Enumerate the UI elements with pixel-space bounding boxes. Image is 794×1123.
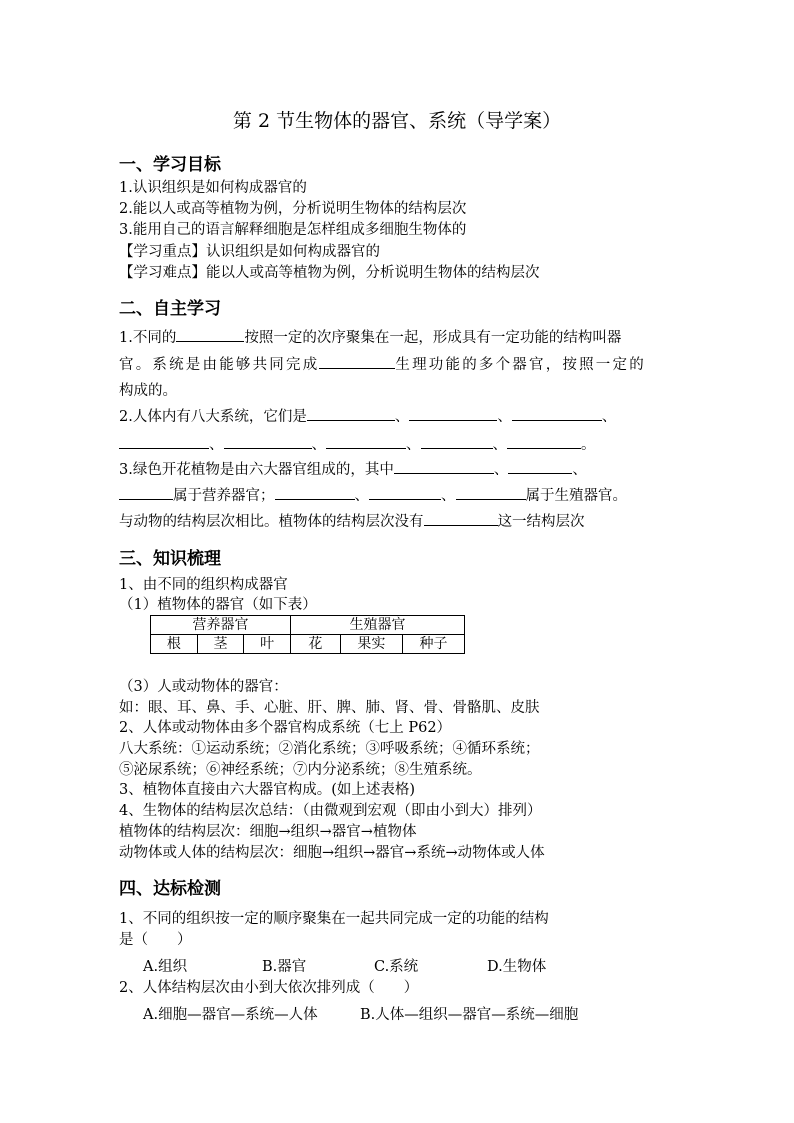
test-q1-option-d[interactable]: D.生物体 <box>487 959 547 975</box>
table-cell: 花 <box>291 635 341 654</box>
goal-line-2: 2.能以人或高等植物为例，分析说明生物体的结构层次 <box>119 201 467 217</box>
knowledge-line-1: 1、由不同的组织构成器官 <box>119 577 288 593</box>
table-cell: 叶 <box>244 635 291 654</box>
test-q1-option-c[interactable]: C.系统 <box>374 959 419 975</box>
knowledge-line-6: 八大系统：①运动系统；②消化系统；③呼吸系统；④循环系统； <box>119 741 540 757</box>
test-q1: 1、不同的组织按一定的顺序聚集在一起共同完成一定的功能的结构 <box>119 911 549 927</box>
knowledge-line-7: ⑤泌尿系统；⑥神经系统；⑦内分泌系统；⑧生殖系统。 <box>119 762 482 778</box>
answer-blank[interactable] <box>507 434 581 449</box>
table-cell: 茎 <box>197 635 244 654</box>
goal-line-1: 1.认识组织是如何构成器官的 <box>119 180 307 196</box>
answer-blank[interactable] <box>394 459 494 474</box>
plant-organ-table <box>150 615 465 654</box>
knowledge-line-9: 4、生物体的结构层次总结：（由微观到宏观（即由小到大）排列） <box>119 803 542 819</box>
self-study-q2-line2 <box>119 434 596 456</box>
knowledge-line-4: 如：眼、耳、鼻、手、心脏、肝、脾、肺、肾、骨、骨骼肌、皮肤 <box>119 700 540 716</box>
answer-blank[interactable] <box>508 459 572 474</box>
separator: 、 <box>406 437 421 453</box>
knowledge-line-5: 2、人体或动物体由多个器官构成系统（七上 P62） <box>119 720 452 736</box>
text: 与动物的结构层次相比。植物体的结构层次没有 <box>119 514 424 530</box>
knowledge-line-2: （1）植物体的器官（如下表） <box>119 597 317 613</box>
section-heading-test: 四、达标检测 <box>119 879 221 899</box>
table-cell: 果实 <box>340 635 402 654</box>
answer-blank[interactable] <box>307 406 395 421</box>
answer-blank[interactable] <box>224 434 312 449</box>
test-q1-bracket: 是（ ） <box>119 932 192 948</box>
self-study-q3-line1 <box>119 459 587 481</box>
separator: 、 <box>493 462 509 478</box>
self-study-q3-line2 <box>119 485 627 507</box>
answer-blank[interactable] <box>119 485 173 500</box>
text: 3.绿色开花植物是由六大器官组成的，其中 <box>119 462 394 478</box>
answer-blank[interactable] <box>176 327 244 342</box>
text: 属于营养器官； <box>173 488 275 504</box>
self-study-q1-line2 <box>119 354 646 376</box>
self-study-q1-line1 <box>119 327 621 349</box>
section-heading-goals: 一、学习目标 <box>119 155 221 175</box>
goal-line-3: 3.能用自己的语言解释细胞是怎样组成多细胞生物体的 <box>119 222 467 238</box>
table-header-vegetative: 营养器官 <box>151 616 291 635</box>
difficult-point: 【学习难点】能以人或高等植物为例，分析说明生物体的结构层次 <box>119 265 540 281</box>
text: 1.不同的 <box>119 330 177 346</box>
key-point: 【学习重点】认识组织是如何构成器官的 <box>119 244 380 260</box>
answer-blank[interactable] <box>319 354 395 369</box>
answer-blank[interactable] <box>369 485 441 500</box>
knowledge-line-8: 3、植物体直接由六大器官构成。(如上述表格) <box>119 782 416 798</box>
table-header-reproductive: 生殖器官 <box>291 616 465 635</box>
separator: 、 <box>497 409 512 425</box>
text: 官。系统是由能够共同完成 <box>119 357 320 373</box>
separator: 、 <box>572 462 587 478</box>
table-cell: 根 <box>151 635 198 654</box>
text: 这一结构层次 <box>497 514 585 530</box>
knowledge-line-3: （3）人或动物体的器官： <box>119 679 288 695</box>
test-q2: 2、人体结构层次由小到大依次排列成（ ） <box>119 980 419 996</box>
test-q1-option-b[interactable]: B.器官 <box>262 959 307 975</box>
separator: 、 <box>354 488 369 504</box>
answer-blank[interactable] <box>421 434 493 449</box>
text: 按照一定的次序聚集在一起，形成具有一定功能的结构叫器 <box>244 330 622 346</box>
knowledge-line-10: 植物体的结构层次：细胞→组织→器官→植物体 <box>119 824 417 840</box>
self-study-q4 <box>119 511 585 533</box>
separator: 、 <box>601 409 617 425</box>
separator: 、 <box>394 409 410 425</box>
table-cell: 种子 <box>402 635 464 654</box>
text: 2.人体内有八大系统，它们是 <box>119 409 307 425</box>
answer-blank[interactable] <box>409 406 497 421</box>
text: 生理功能的多个器官，按照一定的 <box>395 357 646 373</box>
answer-blank[interactable] <box>326 434 406 449</box>
self-study-q1-line3: 构成的。 <box>119 383 177 399</box>
self-study-q2-line1 <box>119 406 616 428</box>
page-title: 第 2 节生物体的器官、系统（导学案） <box>232 110 562 132</box>
test-q2-option-b[interactable]: B.人体—组织—器官—系统—细胞 <box>360 1007 579 1023</box>
test-q2-option-a[interactable]: A.细胞—器官—系统—人体 <box>143 1007 318 1023</box>
knowledge-line-11: 动物体或人体的结构层次：细胞→组织→器官→系统→动物体或人体 <box>119 845 545 861</box>
separator: 、 <box>441 488 456 504</box>
separator: 、 <box>311 437 326 453</box>
answer-blank[interactable] <box>119 434 209 449</box>
section-heading-knowledge: 三、知识梳理 <box>119 549 221 569</box>
answer-blank[interactable] <box>512 406 602 421</box>
answer-blank[interactable] <box>456 485 526 500</box>
text: 属于生殖器官。 <box>525 488 627 504</box>
test-q1-option-a[interactable]: A.组织 <box>143 959 188 975</box>
separator: 、 <box>209 437 224 453</box>
answer-blank[interactable] <box>424 511 498 526</box>
answer-blank[interactable] <box>275 485 355 500</box>
end-mark: 。 <box>581 437 596 453</box>
separator: 、 <box>492 437 507 453</box>
section-heading-self-study: 二、自主学习 <box>119 299 221 319</box>
